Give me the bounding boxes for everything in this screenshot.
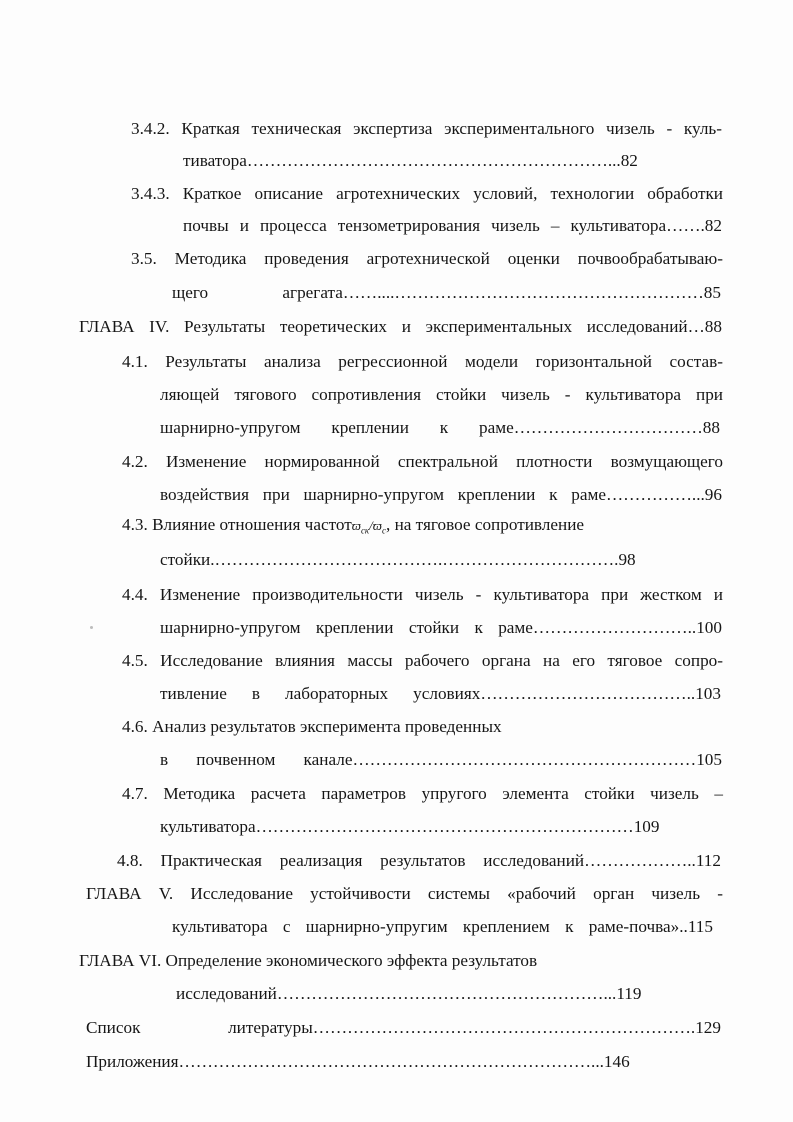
- toc-entry-4-2-line1: 4.2. Изменение нормированной спектральной плотности возмущающего: [122, 452, 723, 471]
- toc-entry-4-7-line2: культиватора…………………………………………………………109: [160, 817, 660, 836]
- toc-entry-4-3-line1: [122, 515, 584, 541]
- toc-entry-4-1-line2: ляющей тягового сопротивления стойки чизель - культиватора при: [160, 385, 723, 404]
- toc-entry-3-4-2-line1: 3.4.2. Краткая техническая экспертиза экспериментального чизель - куль-: [131, 119, 722, 138]
- toc-entry-4-5-line1: 4.5. Исследование влияния массы рабочего органа на его тяговое сопро-: [122, 651, 723, 670]
- toc-entry-4-4-line1: 4.4. Изменение производительности чизель - культиватора при жестком и: [122, 585, 723, 604]
- toc-entry-3-4-3-line2: почвы и процесса тензометрирования чизель – культиватора…….82: [183, 216, 722, 235]
- toc-entry-4-4-line2: шарнирно-упругом креплении стойки к раме………………………..100: [160, 618, 722, 637]
- toc-appendices: Приложения………………………………………………………………...146: [86, 1052, 630, 1071]
- toc-entry-4-3-text-end: , на тяговое сопротивление: [385, 515, 585, 534]
- toc-entry-4-1-line1: 4.1. Результаты анализа регрессионной модели горизонтальной состав-: [122, 352, 723, 371]
- toc-references: Список литературы………………………………………………………….129: [86, 1018, 721, 1037]
- toc-entry-4-3-line2: стойки.………………………………….………………………….98: [160, 550, 636, 569]
- toc-entry-3-5-line2: щего агрегата……....………………………………………………85: [172, 283, 721, 302]
- toc-entry-3-4-2-line2: тиватора………………………………………………………...82: [183, 151, 638, 170]
- toc-entry-4-6-line1: 4.6. Анализ результатов эксперимента проведенных: [122, 717, 502, 736]
- toc-entry-3-5-line1: 3.5. Методика проведения агротехнической оценки почвообрабатываю-: [131, 249, 723, 268]
- toc-chapter-6-line2: исследований…………………………………………………...119: [176, 984, 642, 1003]
- toc-entry-4-1-line3: шарнирно-упругом креплении к раме……………………………88: [160, 418, 720, 437]
- toc-chapter-5-line2: культиватора с шарнирно-упругим креплением к раме-почва»..115: [172, 917, 713, 936]
- toc-chapter-5-line1: ГЛАВА V. Исследование устойчивости системы «рабочий орган чизель -: [86, 884, 723, 903]
- scan-speck: [90, 626, 93, 629]
- toc-entry-4-6-line2: в почвенном канале……………………………………………………105: [160, 750, 722, 769]
- toc-entry-3-4-3-line1: 3.4.3. Краткое описание агротехнических условий, технологии обработки: [131, 184, 723, 203]
- toc-entry-4-2-line2: воздействия при шарнирно-упругом креплении к раме……………...96: [160, 485, 722, 504]
- toc-chapter-4: ГЛАВА IV. Результаты теоретических и экспериментальных исследований…88: [79, 317, 722, 336]
- toc-entry-4-7-line1: 4.7. Методика расчета параметров упругого элемента стойки чизель –: [122, 784, 723, 803]
- toc-chapter-6-line1: ГЛАВА VI. Определение экономического эффекта результатов: [79, 951, 538, 970]
- toc-entry-4-8: 4.8. Практическая реализация результатов исследований………………..112: [117, 851, 721, 870]
- toc-entry-4-5-line2: тивление в лабораторных условиях………………………………..103: [160, 684, 721, 703]
- frequency-ratio-formula: $ϖ_{ск}/ϖ_с$: [351, 518, 386, 536]
- toc-entry-4-3-text: 4.3. Влияние отношения частот: [122, 515, 352, 534]
